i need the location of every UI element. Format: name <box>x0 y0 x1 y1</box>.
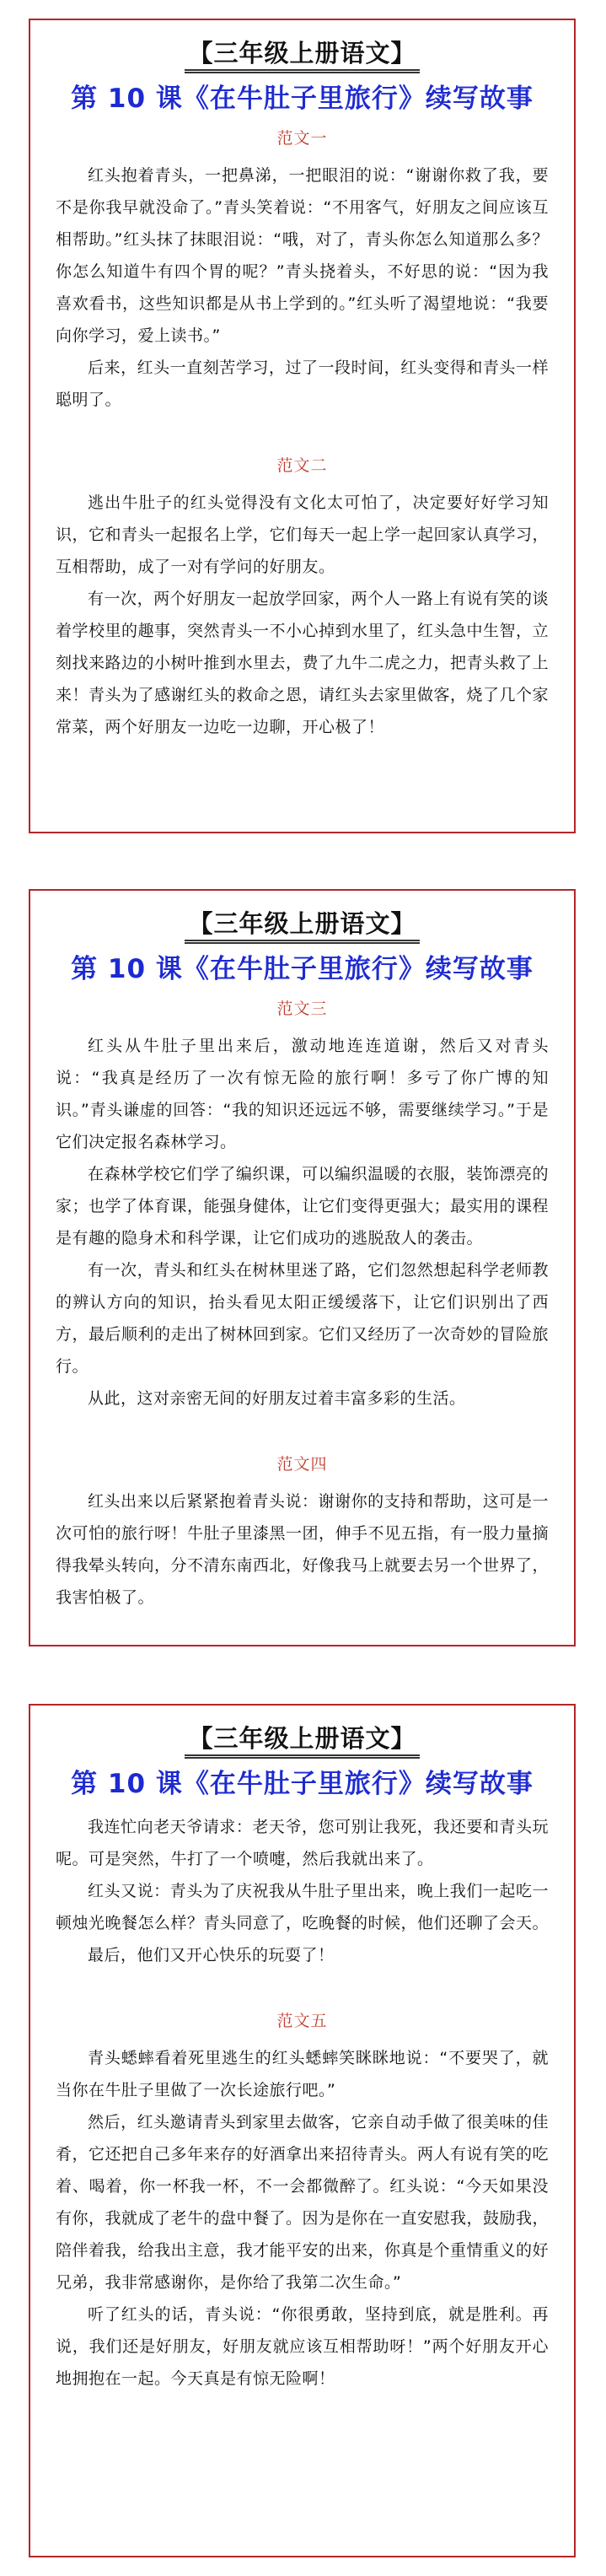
paragraph: 红头从牛肚子里出来后，激动地连连道谢，然后又对青头说：“我真是经历了一次有惊无险的旅行啊！多亏了你广博的知识。”青头谦虚的回答：“我的知识还远远不够，需要继续学习。”于是它们决定报名森林学习。 <box>56 1037 549 1151</box>
paragraph: 我连忙向老天爷请求：老天爷，您可别让我死，我还要和青头玩呢。可是突然，牛打了一个喷嚏，然后我就出来了。 <box>56 1818 549 1868</box>
paragraph: 后来，红头一直刻苦学习，过了一段时间，红头变得和青头一样聪明了。 <box>56 358 549 409</box>
section-title-fanwen-3: 范文三 <box>276 1000 328 1018</box>
lesson-title: 第 10 课《在牛肚子里旅行》续写故事 <box>71 1769 534 1799</box>
grade-title: 【三年级上册语文】 <box>185 1722 419 1759</box>
paragraph: 从此，这对亲密无间的好朋友过着丰富多彩的生活。 <box>88 1389 466 1408</box>
paragraph: 红头抱着青头，一把鼻涕，一把眼泪的说：“谢谢你救了我，要不是你我早就没命了。”青头笑着说：“不用客气，好朋友之间应该互相帮助。”红头抹了抹眼泪说：“哦，对了，青头你怎么知道那么多？你怎么知道牛有四个胃的呢？”青头挠着头，不好思的说：“因为我喜欢看书，这些知识都是从书上学到的。”红头听了渴望地说：“我要向你学习，爱上读书。” <box>56 166 549 345</box>
worksheet-card-3 <box>29 1704 576 2557</box>
paragraph: 有一次，青头和红头在树林里迷了路，它们忽然想起科学老师教的辨认方向的知识，抬头看见太阳正缓缓落下，让它们识别出了西方，最后顺利的走出了树林回到家。它们又经历了一次奇妙的冒险旅行。 <box>56 1261 550 1376</box>
worksheet-card-1 <box>29 19 576 833</box>
paragraph: 红头出来以后紧紧抱着青头说：谢谢你的支持和帮助，这可是一次可怕的旅行呀！牛肚子里漆黑一团，伸手不见五指，有一股力量摘得我晕头转向，分不清东南西北，好像我马上就要去另一个世界了，我害怕极了。 <box>56 1492 550 1607</box>
worksheet-card-2 <box>29 889 576 1646</box>
section-title-fanwen-5: 范文五 <box>276 2012 328 2030</box>
paragraph: 最后，他们又开心快乐的玩耍了！ <box>88 1946 335 1964</box>
lesson-title: 第 10 课《在牛肚子里旅行》续写故事 <box>71 84 534 114</box>
section-title-fanwen-1: 范文一 <box>276 129 328 148</box>
paragraph: 红头又说：青头为了庆祝我从牛肚子里出来，晚上我们一起吃一顿烛光晚餐怎么样？青头同意了，吃晚餐的时候，他们还聊了会天。 <box>56 1882 550 1932</box>
paragraph: 逃出牛肚子的红头觉得没有文化太可怕了，决定要好好学习知识，它和青头一起报名上学，它们每天一起上学一起回家认真学习，互相帮助，成了一对有学问的好朋友。 <box>56 493 550 576</box>
grade-title: 【三年级上册语文】 <box>185 908 419 944</box>
paragraph: 青头蟋蟀看着死里逃生的红头蟋蟀笑眯眯地说：“不要哭了，就当你在牛肚子里做了一次长途旅行吧。” <box>56 2049 549 2099</box>
paragraph: 听了红头的话，青头说：“你很勇敢，坚持到底，就是胜利。再说，我们还是好朋友，好朋友就应该互相帮助呀！”两个好朋友开心地拥抱在一起。今天真是有惊无险啊！ <box>56 2305 549 2388</box>
section-title-fanwen-4: 范文四 <box>276 1455 328 1474</box>
lesson-title: 第 10 课《在牛肚子里旅行》续写故事 <box>71 954 534 984</box>
paragraph: 在森林学校它们学了编织课，可以编织温暖的衣服，装饰漂亮的家；也学了体育课，能强身健体，让它们变得更强大；最实用的课程是有趣的隐身术和科学课，让它们成功的逃脱敌人的袭击。 <box>56 1165 550 1248</box>
grade-title: 【三年级上册语文】 <box>185 37 419 73</box>
paragraph: 有一次，两个好朋友一起放学回家，两个人一路上有说有笑的谈着学校里的趣事，突然青头一不小心掉到水里了，红头急中生智，立刻找来路边的小树叶推到水里去，费了九牛二虎之力，把青头救了上来！青头为了感谢红头的救命之恩，请红头去家里做客，烧了几个家常菜，两个好朋友一边吃一边聊，开心极了！ <box>56 590 550 736</box>
paragraph: 然后，红头邀请青头到家里去做客，它亲自动手做了很美味的佳肴，它还把自己多年来存的好酒拿出来招待青头。两人有说有笑的吃着、喝着，你一杯我一杯，不一会都微醉了。红头说：“今天如果没有你，我就成了老牛的盘中餐了。因为是你在一直安慰我，鼓励我，陪伴着我，给我出主意，我才能平安的出来，你真是个重情重义的好兄弟，我非常感谢你，是你给了我第二次生命。” <box>56 2113 550 2292</box>
section-title-fanwen-2: 范文二 <box>276 456 328 475</box>
